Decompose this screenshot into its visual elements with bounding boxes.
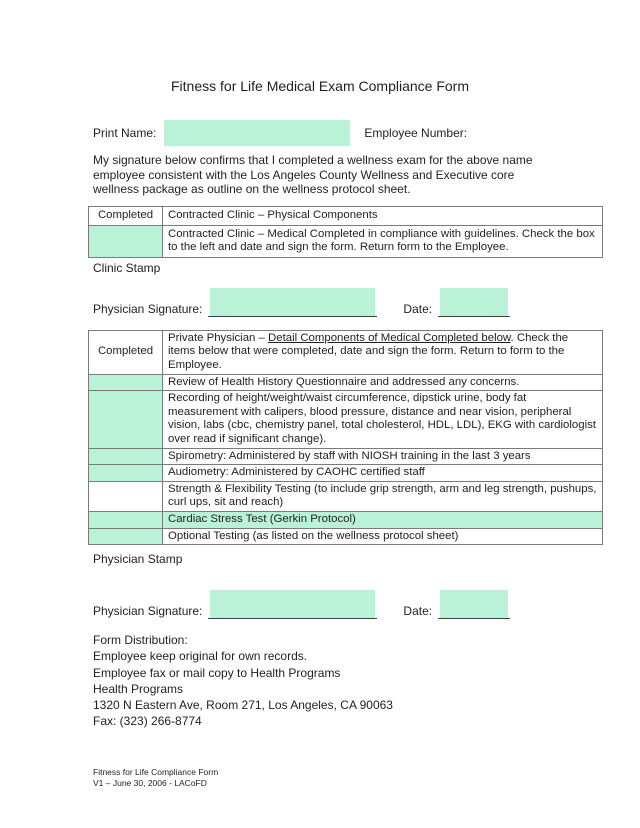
exam-item-row [89, 448, 603, 465]
form-distribution-heading: Form Distribution: [93, 633, 188, 648]
physician-stamp-label: Physician Stamp [93, 552, 183, 567]
completed-column-header: Completed [89, 330, 163, 374]
distribution-line: Employee fax or mail copy to Health Programs [93, 665, 341, 680]
physician-signature-field[interactable] [210, 288, 375, 316]
signature-underline [208, 288, 377, 317]
completed-checkbox-cell[interactable] [89, 528, 163, 545]
form-title: Fitness for Life Medical Exam Compliance Form [171, 78, 469, 94]
clinic-completed-checkbox-cell[interactable] [89, 225, 163, 257]
completed-column-header: Completed [89, 207, 163, 226]
physician-signature-row-1 [93, 288, 603, 317]
exam-item-row [89, 374, 603, 391]
date-underline [438, 288, 510, 317]
footer-version: V1 – June 30, 2006 - LACoFD [93, 778, 207, 788]
exam-item-row [89, 512, 603, 529]
header-text-underlined: Detail Components of Medical Completed below [268, 331, 511, 344]
physician-table-header-row [89, 330, 603, 374]
exam-item-row [89, 465, 603, 482]
exam-item-row [89, 481, 603, 511]
footer-form-name: Fitness for Life Compliance Form [93, 767, 219, 777]
print-name-field[interactable] [164, 120, 350, 146]
clinic-table-body [89, 207, 603, 258]
print-name-label: Print Name: [93, 126, 157, 140]
date-field[interactable] [440, 288, 508, 316]
exam-item-text: Strength & Flexibility Testing (to include grip strength, arm and leg strength, pushups, curl ups, sit and reach) [163, 481, 603, 511]
clinic-table-row [89, 225, 603, 257]
contracted-clinic-table [88, 206, 603, 258]
form-distribution-section [93, 632, 603, 729]
exam-item-text: Audiometry: Administered by CAOHC certified staff [163, 465, 603, 482]
distribution-line: Employee keep original for own records. [93, 649, 308, 664]
completed-checkbox-cell[interactable] [89, 374, 163, 391]
form-content [88, 120, 603, 729]
completed-checkbox-cell[interactable] [89, 391, 163, 448]
intro-paragraph: My signature below confirms that I completed a wellness exam for the above name employee consistent with the Los Angeles County Wellness and Executive core wellness package as outline on the wellness protocol sheet. [93, 153, 533, 197]
exam-item-text: Spirometry: Administered by staff with NIOSH training in the last 3 years [163, 448, 603, 465]
distribution-line: Fax: (323) 266-8774 [93, 714, 202, 729]
employee-number-label: Employee Number: [364, 126, 468, 140]
exam-item-row [89, 391, 603, 448]
clinic-stamp-label: Clinic Stamp [93, 260, 161, 275]
date-underline [438, 590, 510, 619]
print-name-row [93, 120, 603, 146]
date-label: Date: [403, 301, 433, 316]
private-physician-table [88, 330, 603, 545]
distribution-line: Health Programs [93, 681, 184, 696]
physician-table-title [163, 330, 603, 374]
completed-checkbox-cell[interactable] [89, 465, 163, 482]
exam-item-row [89, 528, 603, 545]
physician-signature-label: Physician Signature: [93, 604, 203, 619]
signature-underline [208, 590, 377, 619]
exam-item-text: Cardiac Stress Test (Gerkin Protocol) [163, 512, 603, 529]
header-text-suffix: . Check the items below that were completed, date and sign the form. Return to form to the Employee. [168, 331, 569, 372]
completed-checkbox-cell[interactable] [89, 512, 163, 529]
date-label: Date: [403, 604, 433, 619]
physician-signature-row-2 [93, 590, 603, 619]
physician-signature-label: Physician Signature: [93, 301, 203, 316]
physician-signature-field[interactable] [210, 590, 375, 618]
distribution-line: 1320 N Eastern Ave, Room 271, Los Angeles, CA 90063 [93, 698, 393, 713]
completed-checkbox-cell[interactable] [89, 481, 163, 511]
exam-item-text: Recording of height/weight/waist circumference, dipstick urine, body fat measurement with calipers, blood pressure, distance and near vision, peripheral vision, labs (cbc, chemistry panel, total cholesterol, HDL, LDL), EKG with cardiologist over read if significant change). [163, 391, 603, 448]
clinic-instructions-text: Contracted Clinic – Medical Completed in compliance with guidelines. Check the box to the left and date and sign the form. Return form to the Employee. [163, 225, 603, 257]
exam-item-text: Review of Health History Questionnaire and addressed any concerns. [163, 374, 603, 391]
page-footer [93, 767, 218, 789]
header-text-prefix: Private Physician – [168, 331, 269, 344]
clinic-table-header-row [89, 207, 603, 226]
date-field[interactable] [440, 590, 508, 618]
exam-item-text: Optional Testing (as listed on the wellness protocol sheet) [163, 528, 603, 545]
physician-table-body [89, 330, 603, 544]
completed-checkbox-cell[interactable] [89, 448, 163, 465]
clinic-table-title: Contracted Clinic – Physical Components [163, 207, 603, 226]
